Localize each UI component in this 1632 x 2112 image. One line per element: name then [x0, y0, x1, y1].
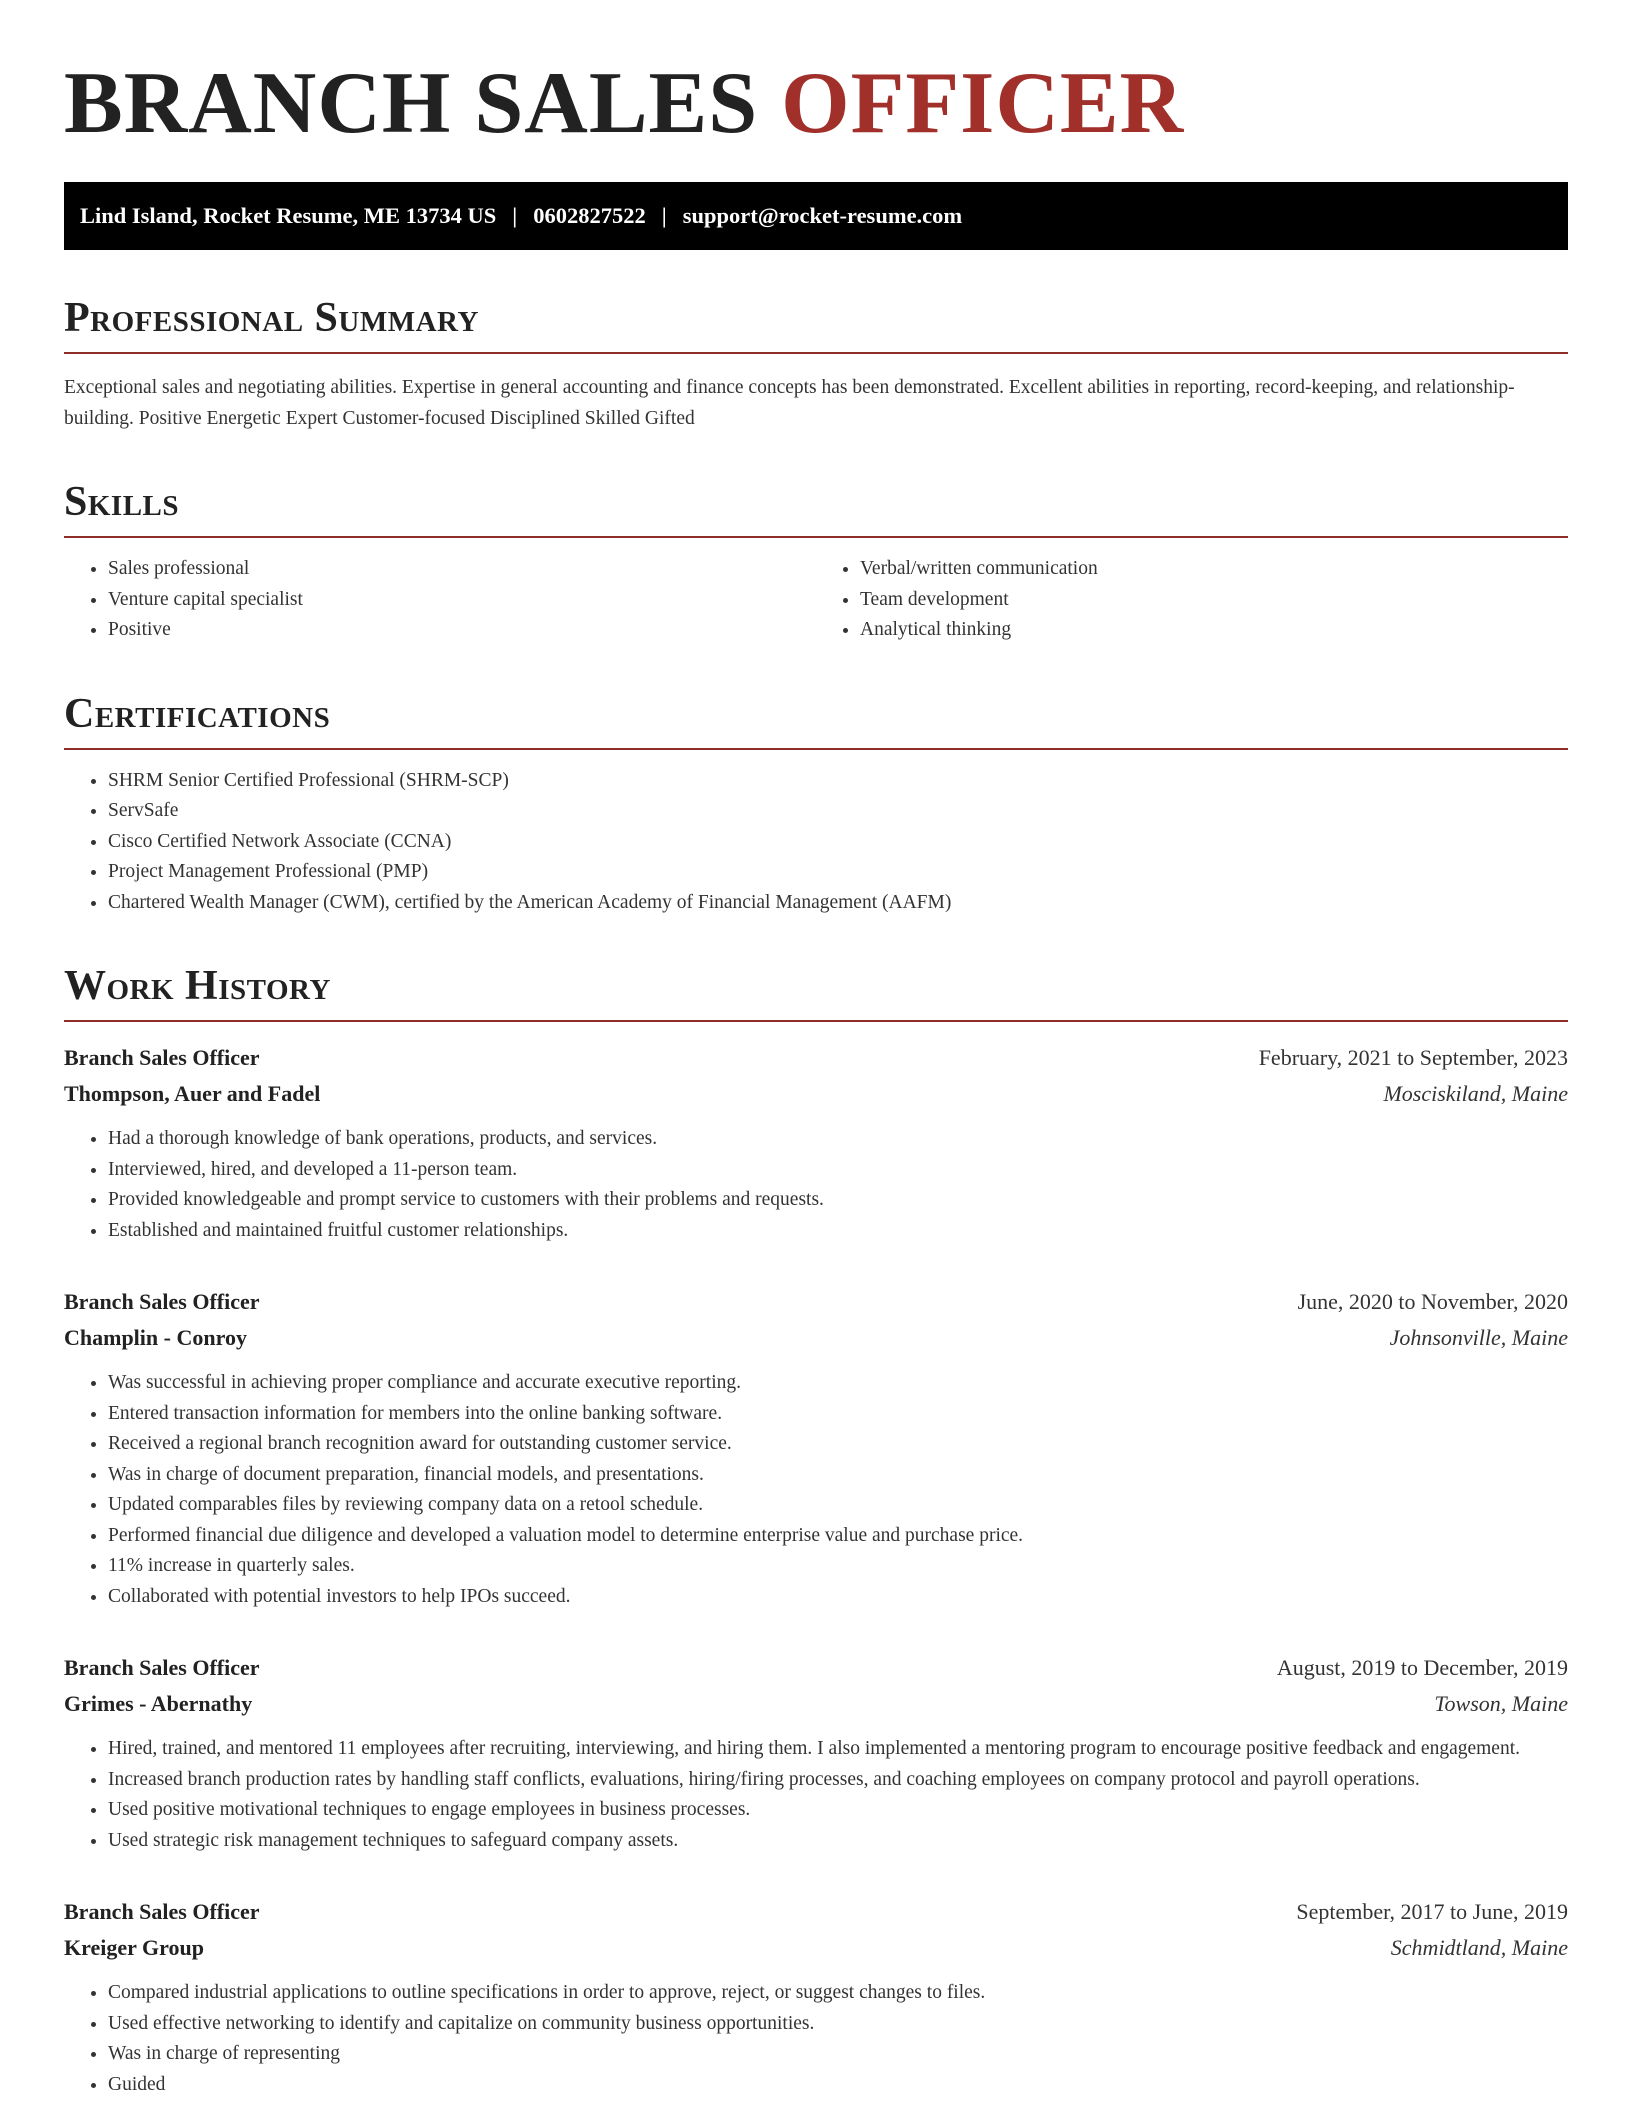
- certification-item: • Chartered Wealth Manager (CWM), certified by the American Academy of Financial Management (AAFM): [108, 888, 1568, 919]
- skill-item: • Team development: [860, 585, 1568, 616]
- job-company: Champlin - Conroy: [64, 1325, 247, 1350]
- skill-item: • Positive: [108, 615, 816, 646]
- summary-heading: Professional Summary: [64, 295, 479, 341]
- skill-item: • Verbal/written communication: [860, 554, 1568, 585]
- job-bullets: [64, 1368, 1568, 1612]
- job-entry: [64, 1894, 1568, 2100]
- contact-separator: |: [661, 203, 667, 228]
- job-header-row: [64, 1650, 1568, 1686]
- job-bullet: • Established and maintained fruitful customer relationships.: [108, 1216, 1568, 1247]
- skills-heading: Skills: [64, 479, 180, 525]
- skills-section: [64, 478, 1568, 646]
- job-header-row: [64, 1284, 1568, 1320]
- title-main: BRANCH SALES: [64, 55, 759, 152]
- job-dates: June, 2020 to November, 2020: [1297, 1289, 1568, 1314]
- skill-item: • Venture capital specialist: [108, 585, 816, 616]
- job-bullets: [64, 1978, 1568, 2100]
- job-bullets: [64, 1734, 1568, 1856]
- certification-item: • ServSafe: [108, 796, 1568, 827]
- job-bullet: • Increased branch production rates by handling staff conflicts, evaluations, hiring/firing processes, and coaching employees on company protocol and payroll operations.: [108, 1765, 1568, 1796]
- job-bullet: • Was successful in achieving proper compliance and accurate executive reporting.: [108, 1368, 1568, 1399]
- job-bullet: • Used positive motivational techniques to engage employees in business processes.: [108, 1795, 1568, 1826]
- skills-list-left: [64, 554, 816, 646]
- section-divider: [64, 748, 1568, 750]
- skills-grid: [64, 538, 1568, 646]
- job-title: Branch Sales Officer: [64, 1045, 260, 1070]
- job-company: Thompson, Auer and Fadel: [64, 1081, 321, 1106]
- certification-item: • Cisco Certified Network Associate (CCNA): [108, 827, 1568, 858]
- job-entry: [64, 1650, 1568, 1856]
- job-title: Branch Sales Officer: [64, 1899, 260, 1924]
- job-location: Towson, Maine: [1434, 1691, 1568, 1716]
- contact-bar: [64, 182, 1568, 250]
- job-location: Schmidtland, Maine: [1390, 1935, 1568, 1960]
- skill-item: • Analytical thinking: [860, 615, 1568, 646]
- job-bullet: • Updated comparables files by reviewing company data on a retool schedule.: [108, 1490, 1568, 1521]
- contact-address: Lind Island, Rocket Resume, ME 13734 US: [80, 203, 497, 228]
- job-title: Branch Sales Officer: [64, 1655, 260, 1680]
- job-bullet: • Received a regional branch recognition award for outstanding customer service.: [108, 1429, 1568, 1460]
- job-location: Mosciskiland, Maine: [1383, 1081, 1568, 1106]
- section-divider: [64, 1020, 1568, 1022]
- contact-phone: 0602827522: [533, 203, 646, 228]
- job-entry: [64, 1284, 1568, 1612]
- job-bullet: • Was in charge of document preparation, financial models, and presentations.: [108, 1460, 1568, 1491]
- job-bullet: • Collaborated with potential investors to help IPOs succeed.: [108, 1582, 1568, 1613]
- summary-section: [64, 294, 1568, 434]
- job-header-row: [64, 1894, 1568, 1930]
- section-divider: [64, 352, 1568, 354]
- job-bullet: • Hired, trained, and mentored 11 employees after recruiting, interviewing, and hiring them. I also implemented a mentoring program to encourage positive feedback and engagement.: [108, 1734, 1568, 1765]
- job-title: Branch Sales Officer: [64, 1289, 260, 1314]
- job-dates: August, 2019 to December, 2019: [1276, 1655, 1568, 1680]
- contact-email: support@rocket-resume.com: [682, 203, 963, 228]
- job-header-row: [64, 1040, 1568, 1076]
- summary-text: Exceptional sales and negotiating abilities. Expertise in general accounting and finance concepts has been demonstrated. Excellent abilities in reporting, record-keeping, and relationship-building. Positive Energetic Expert Customer-focused Disciplined Skilled Gifted: [64, 377, 1515, 429]
- job-company: Kreiger Group: [64, 1935, 204, 1960]
- job-bullet: • Was in charge of representing: [108, 2039, 1568, 2070]
- certifications-list: [64, 766, 1568, 919]
- contact-separator: |: [512, 203, 518, 228]
- skills-list-right: [816, 554, 1568, 646]
- job-entry: [64, 1040, 1568, 1246]
- skill-item: • Sales professional: [108, 554, 816, 585]
- job-company-row: [64, 1076, 1568, 1112]
- job-bullet: • Entered transaction information for members into the online banking software.: [108, 1399, 1568, 1430]
- job-dates: September, 2017 to June, 2019: [1296, 1899, 1568, 1924]
- certification-item: • Project Management Professional (PMP): [108, 857, 1568, 888]
- certification-item: • SHRM Senior Certified Professional (SHRM-SCP): [108, 766, 1568, 797]
- job-bullet: • 11% increase in quarterly sales.: [108, 1551, 1568, 1582]
- certifications-heading: Certifications: [64, 690, 331, 737]
- job-company: Grimes - Abernathy: [64, 1691, 253, 1716]
- work-history-heading: Work History: [64, 963, 331, 1009]
- job-bullet: • Provided knowledgeable and prompt service to customers with their problems and requests.: [108, 1185, 1568, 1216]
- title-accent: OFFICER: [781, 55, 1185, 152]
- resume-title: [64, 55, 1568, 152]
- job-location: Johnsonville, Maine: [1389, 1325, 1568, 1350]
- job-dates: February, 2021 to September, 2023: [1258, 1045, 1568, 1070]
- job-bullet: • Interviewed, hired, and developed a 11-person team.: [108, 1155, 1568, 1186]
- job-company-row: [64, 1686, 1568, 1722]
- job-bullet: • Guided: [108, 2070, 1568, 2101]
- work-history-section: [64, 962, 1568, 2100]
- job-company-row: [64, 1320, 1568, 1356]
- job-bullet: • Had a thorough knowledge of bank operations, products, and services.: [108, 1124, 1568, 1155]
- job-bullet: • Performed financial due diligence and developed a valuation model to determine enterprise value and purchase price.: [108, 1521, 1568, 1552]
- job-bullet: • Used strategic risk management techniques to safeguard company assets.: [108, 1826, 1568, 1857]
- job-bullet: • Compared industrial applications to outline specifications in order to approve, reject, or suggest changes to files.: [108, 1978, 1568, 2009]
- job-company-row: [64, 1930, 1568, 1966]
- certifications-section: [64, 690, 1568, 919]
- job-bullets: [64, 1124, 1568, 1246]
- job-bullet: • Used effective networking to identify and capitalize on community business opportunities.: [108, 2009, 1568, 2040]
